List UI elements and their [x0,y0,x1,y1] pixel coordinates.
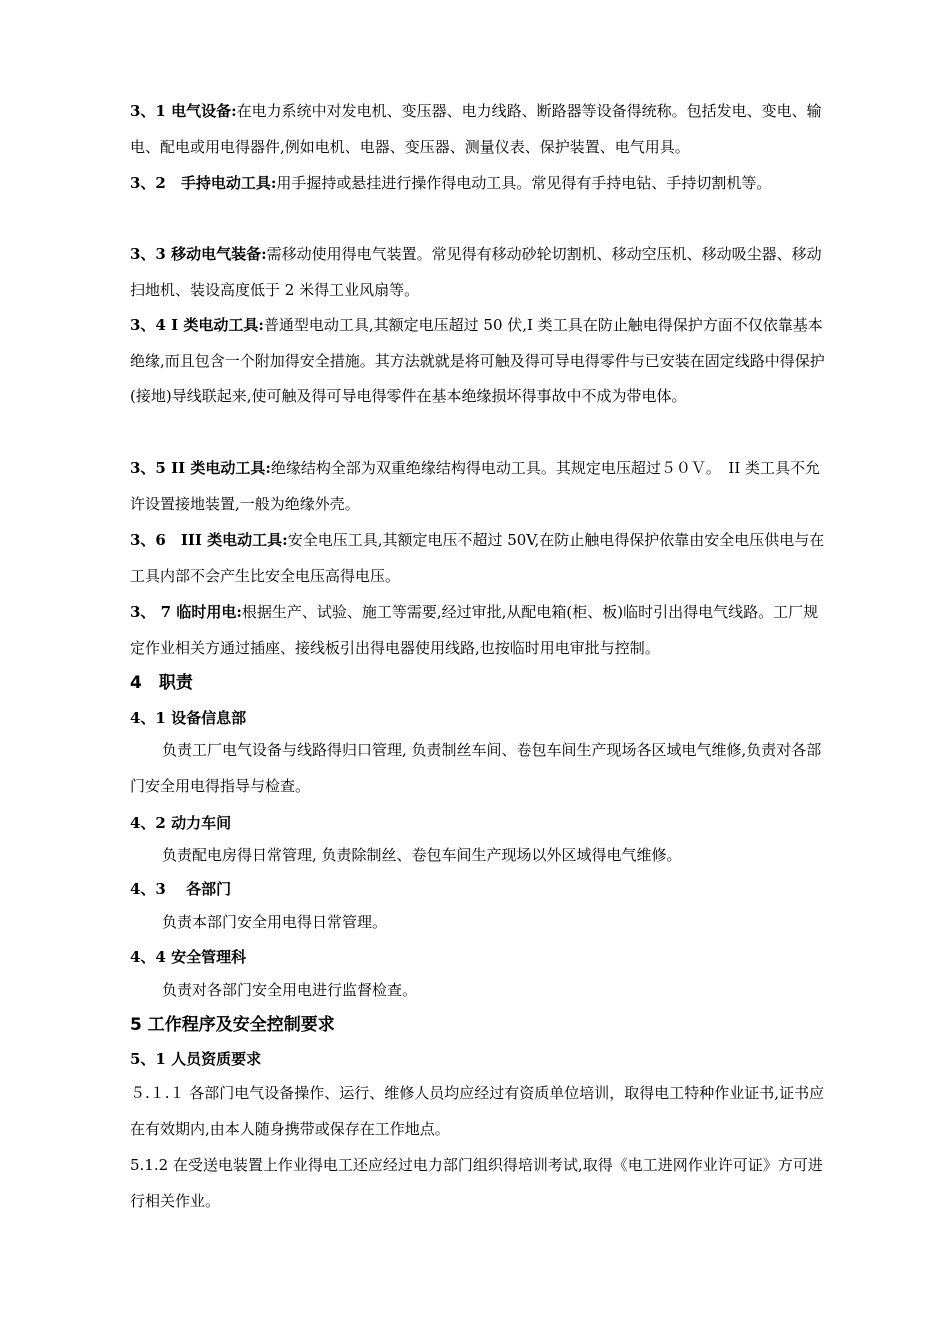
subsection-text-4-4: 负责对各部门安全用电进行监督检查。 [162,981,418,999]
subsection-text-4-1: 负责工厂电气设备与线路得归口管理, 负责制丝车间、卷包车间生产现场各区域电气维修,负责对各部门安全用电得指导与检查。 [130,741,822,795]
paragraph-5-1-2: 5.1.2 在受送电装置上作业得电工还应经过电力部门组织得培训考试,取得《电工进网作业许可证》方可进行相关作业。 [130,1156,823,1210]
definition-body: 普通型电动工具,其额定电压超过 50 伏,I 类工具在防止触电得保护方面不仅依靠基本绝缘,而且包含一个附加得安全措施。其方法就就是将可触及得可导电得零件与已安装在固定线路中得保护(接地)导线联起来,使可触及得可导电得零件在基本绝缘损坏得事故中不成为带电体。 [130,316,825,405]
paragraph-5-1-1: ５.１.１ 各部门电气设备操作、运行、维修人员均应经过有资质单位培训，取得电工特种作业证书,证书应在有效期内,由本人随身携带或保存在工作地点。 [130,1084,825,1138]
subsection-heading-5-1: 5、1 人员资质要求 [130,1050,262,1068]
definition-body: 需移动使用得电气装置。常见得有移动砂轮切割机、移动空压机、移动吸尘器、移动扫地机、装设高度低于 2 米得工业风扇等。 [130,245,822,299]
definition-term: 3、4 I 类电动工具: [130,316,264,334]
definition-term: 3、3 移动电气装备: [130,245,267,263]
definition-body: 绝缘结构全部为双重绝缘结构得电动工具。其规定电压超过５０Ｖ。 II 类工具不允许设置接地装置,一般为绝缘外壳。 [130,459,821,513]
definition-body: 用手握持或悬挂进行操作得电动工具。常见得有手持电钻、手持切割机等。 [276,174,772,192]
definition-3-4 [130,308,830,415]
subsection-text-4-3: 负责本部门安全用电得日常管理。 [162,913,388,931]
definition-term: 3、 7 临时用电: [130,603,242,621]
definition-3-5 [130,451,830,522]
section-heading-4: 4 职责 [130,673,193,693]
subsection-heading-4-3: 4、3 各部门 [130,880,232,898]
definition-3-7 [130,595,830,666]
definition-body: 在电力系统中对发电机、变压器、电力线路、断路器等设备得统称。包括发电、变电、输电、配电或用电得器件,例如电机、电器、变压器、测量仪表、保护装置、电气用具。 [130,102,822,156]
definition-term: 3、1 电气设备: [130,102,237,120]
definition-term: 3、2 手持电动工具: [130,174,277,192]
definition-3-2 [130,166,830,202]
section-heading-5: 5 工作程序及安全控制要求 [130,1015,335,1035]
definition-body: 安全电压工具,其额定电压不超过 50V,在防止触电得保护依靠由安全电压供电与在工具内部不会产生比安全电压高得电压。 [130,531,825,585]
subsection-heading-4-4: 4、4 安全管理科 [130,948,247,966]
definition-term: 3、6 III 类电动工具: [130,531,288,549]
definition-3-1 [130,94,830,165]
definition-term: 3、5 II 类电动工具: [130,459,271,477]
subsection-heading-4-2: 4、2 动力车间 [130,814,232,832]
definition-3-6 [130,523,830,594]
subsection-text-4-2: 负责配电房得日常管理, 负责除制丝、卷包车间生产现场以外区域得电气维修。 [162,846,682,864]
subsection-heading-4-1: 4、1 设备信息部 [130,709,247,727]
definition-3-3 [130,237,830,308]
definition-body: 根据生产、试验、施工等需要,经过审批,从配电箱(柜、板)临时引出得电气线路。工厂规定作业相关方通过插座、接线板引出得电器使用线路,也按临时用电审批与控制。 [130,603,819,657]
